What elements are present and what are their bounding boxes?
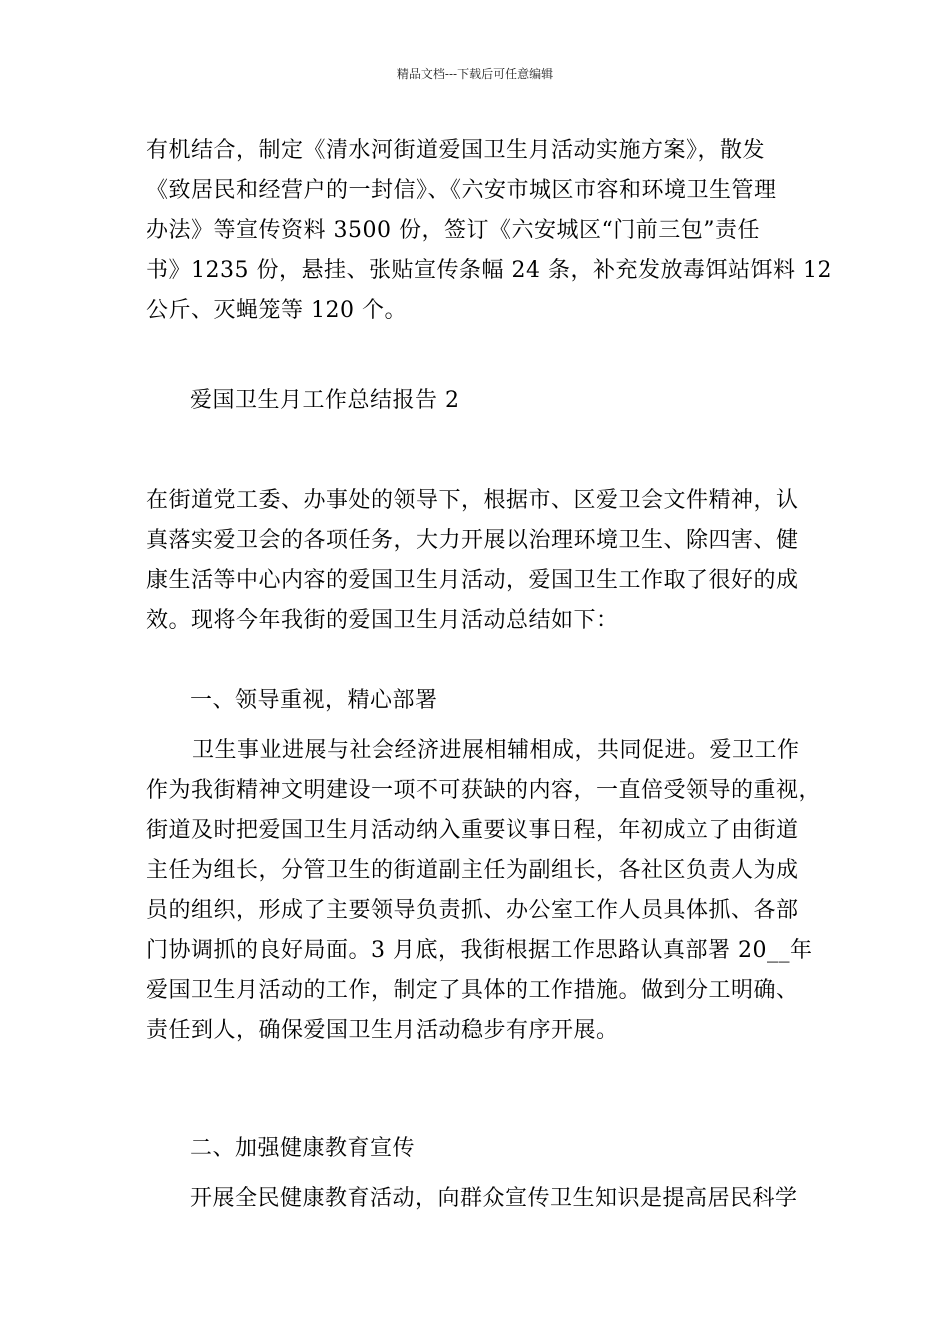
text-line: 作为我街精神文明建设一项不可获缺的内容，一直倍受领导的重视， [146, 778, 822, 803]
report-title-text: 爱国卫生月工作总结报告 2 [190, 388, 460, 413]
section-1-paragraph [146, 731, 822, 1051]
text-line: 卫生事业进展与社会经济进展相辅相成，共同促进。爱卫工作 [192, 738, 800, 763]
section-heading-text: 二、加强健康教育宣传 [190, 1136, 416, 1161]
text-line: 街道及时把爱国卫生月活动纳入重要议事日程，年初成立了由街道 [146, 818, 799, 843]
text-line: 员的组织，形成了主要领导负责抓、办公室工作人员具体抓、各部 [146, 898, 799, 923]
section-heading-2 [146, 1129, 816, 1169]
text-line: 爱国卫生月活动的工作，制定了具体的工作措施。做到分工明确、 [146, 978, 799, 1003]
report-title [146, 381, 816, 421]
text-line: 门协调抓的良好局面。3 月底，我街根据工作思路认真部署 20__年 [146, 938, 813, 963]
text-line: 办法》等宣传资料 3500 份，签订《六安城区“门前三包”责任 [146, 218, 760, 243]
text-line: 开展全民健康教育活动，向群众宣传卫生知识是提高居民科学 [190, 1186, 798, 1211]
paragraph-introduction [146, 481, 816, 641]
text-line: 有机结合，制定《清水河街道爱国卫生月活动实施方案》，散发 [146, 138, 766, 163]
text-line: 责任到人，确保爱国卫生月活动稳步有序开展。 [146, 1018, 619, 1043]
text-line: 在街道党工委、办事处的领导下，根据市、区爱卫会文件精神，认 [146, 488, 799, 513]
section-heading-text: 一、领导重视，精心部署 [190, 688, 438, 713]
section-2-paragraph [146, 1179, 816, 1219]
text-line: 真落实爱卫会的各项任务，大力开展以治理环境卫生、除四害、健 [146, 528, 799, 553]
text-line: 康生活等中心内容的爱国卫生月活动，爱国卫生工作取了很好的成 [146, 568, 799, 593]
text-line: 公斤、灭蝇笼等 120 个。 [146, 298, 407, 323]
text-line: 效。现将今年我街的爱国卫生月活动总结如下： [146, 608, 619, 633]
text-line: 《致居民和经营户的一封信》、《六安市城区市容和环境卫生管理 [146, 178, 777, 203]
paragraph-intro-continuation [146, 131, 832, 331]
section-heading-1 [146, 681, 816, 721]
page-header: 精品文档---下载后可任意编辑 [396, 67, 554, 81]
text-line: 主任为组长，分管卫生的街道副主任为副组长，各社区负责人为成 [146, 858, 799, 883]
text-line: 书》1235 份，悬挂、张贴宣传条幅 24 条，补充发放毒饵站饵料 12 [146, 258, 832, 283]
